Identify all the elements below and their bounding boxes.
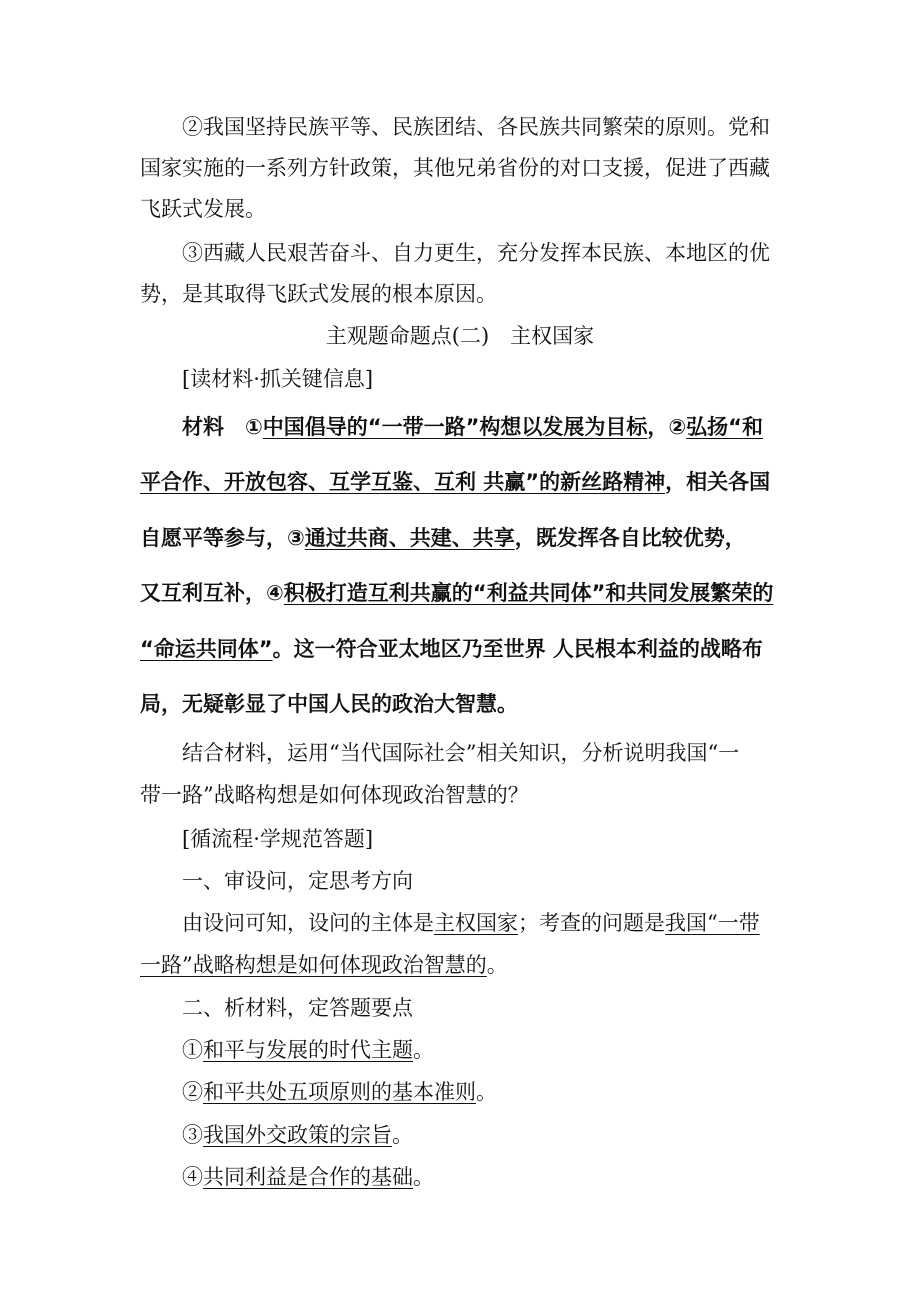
point-text: 和平与发展的时代主题 bbox=[203, 1038, 413, 1062]
material-text: ，相关各国 bbox=[665, 470, 771, 494]
material-text: ，既发挥各自比较优势， bbox=[514, 526, 746, 550]
step-heading: 二、析材料，定答题要点 bbox=[182, 996, 413, 1020]
underlined-subject: 主权国家 bbox=[434, 911, 518, 935]
point-text: 我国外交政策的宗旨 bbox=[203, 1123, 392, 1147]
point-end: 。 bbox=[392, 1123, 413, 1147]
answer-point bbox=[182, 1077, 497, 1107]
question-line: 结合材料，运用“当代国际社会”相关知识，分析说明我国“一 bbox=[182, 741, 740, 765]
underlined-key-info: 积极打造互利共赢的“利益共同体”和共同发展繁荣的 bbox=[283, 581, 774, 605]
material-text: 自愿平等参与，③ bbox=[140, 526, 305, 550]
point-text: 和平共处五项原则的基本准则 bbox=[203, 1080, 476, 1104]
question-line: 带一路”战略构想是如何体现政治智慧的？ bbox=[140, 783, 529, 807]
analysis-text: 由设问可知，设问的主体是 bbox=[182, 911, 434, 935]
underlined-key-info: 通过共商、共建、共享 bbox=[304, 526, 515, 550]
material-text: 又互利互补，④ bbox=[140, 581, 284, 605]
read-material-label: [读材料·抓关键信息] bbox=[182, 367, 374, 391]
analysis-text: ；考查的问题是 bbox=[518, 911, 665, 935]
material-line bbox=[140, 523, 746, 553]
analysis-line bbox=[182, 908, 760, 938]
material-line bbox=[182, 412, 763, 442]
underlined-question: 一路”战略构想是如何体现政治智慧的 bbox=[140, 953, 487, 977]
paragraph-line: ③西藏人民艰苦奋斗、自力更生，充分发挥本民族、本地区的优 bbox=[182, 241, 770, 265]
underlined-key-info: “命运共同体” bbox=[140, 637, 273, 661]
point-text: 共同利益是合作的基础 bbox=[203, 1165, 413, 1189]
material-line bbox=[140, 467, 770, 497]
material-line bbox=[140, 578, 773, 608]
material-line: 局，无疑彰显了中国人民的政治大智慧。 bbox=[140, 692, 518, 716]
material-text: 材料 ① bbox=[182, 415, 263, 439]
point-number: ④ bbox=[182, 1165, 203, 1189]
material-text: ，② bbox=[647, 415, 687, 439]
point-end: 。 bbox=[413, 1038, 434, 1062]
step-heading: 一、审设问，定思考方向 bbox=[182, 869, 413, 893]
section-heading: 主观题命题点(二) 主权国家 bbox=[325, 324, 595, 348]
analysis-text: 。 bbox=[486, 953, 508, 977]
underlined-key-info: 平合作、开放包容、互学互鉴、互利 共赢”的新丝路精神 bbox=[140, 470, 666, 494]
material-text: 。这一符合亚太地区乃至世界 人民根本利益的战略布 bbox=[272, 637, 763, 661]
point-number: ③ bbox=[182, 1123, 203, 1147]
paragraph-line: 飞跃式发展。 bbox=[140, 197, 266, 221]
underlined-question: 我国“一带 bbox=[665, 911, 760, 935]
answer-point bbox=[182, 1162, 434, 1192]
underlined-key-info: 中国倡导的“一带一路”构想以发展为目标 bbox=[262, 415, 648, 439]
point-number: ② bbox=[182, 1080, 203, 1104]
answer-flow-label: [循流程·学规范答题] bbox=[182, 827, 374, 851]
answer-point bbox=[182, 1120, 413, 1150]
point-end: 。 bbox=[476, 1080, 497, 1104]
answer-point bbox=[182, 1035, 434, 1065]
analysis-line bbox=[140, 950, 508, 980]
underlined-key-info: 弘扬“和 bbox=[686, 415, 763, 439]
point-number: ① bbox=[182, 1038, 203, 1062]
paragraph-line: ②我国坚持民族平等、民族团结、各民族共同繁荣的原则。党和 bbox=[182, 115, 770, 139]
material-line bbox=[140, 634, 763, 664]
paragraph-line: 国家实施的一系列方针政策，其他兄弟省份的对口支援，促进了西藏 bbox=[140, 156, 770, 180]
paragraph-line: 势，是其取得飞跃式发展的根本原因。 bbox=[140, 282, 497, 306]
point-end: 。 bbox=[413, 1165, 434, 1189]
